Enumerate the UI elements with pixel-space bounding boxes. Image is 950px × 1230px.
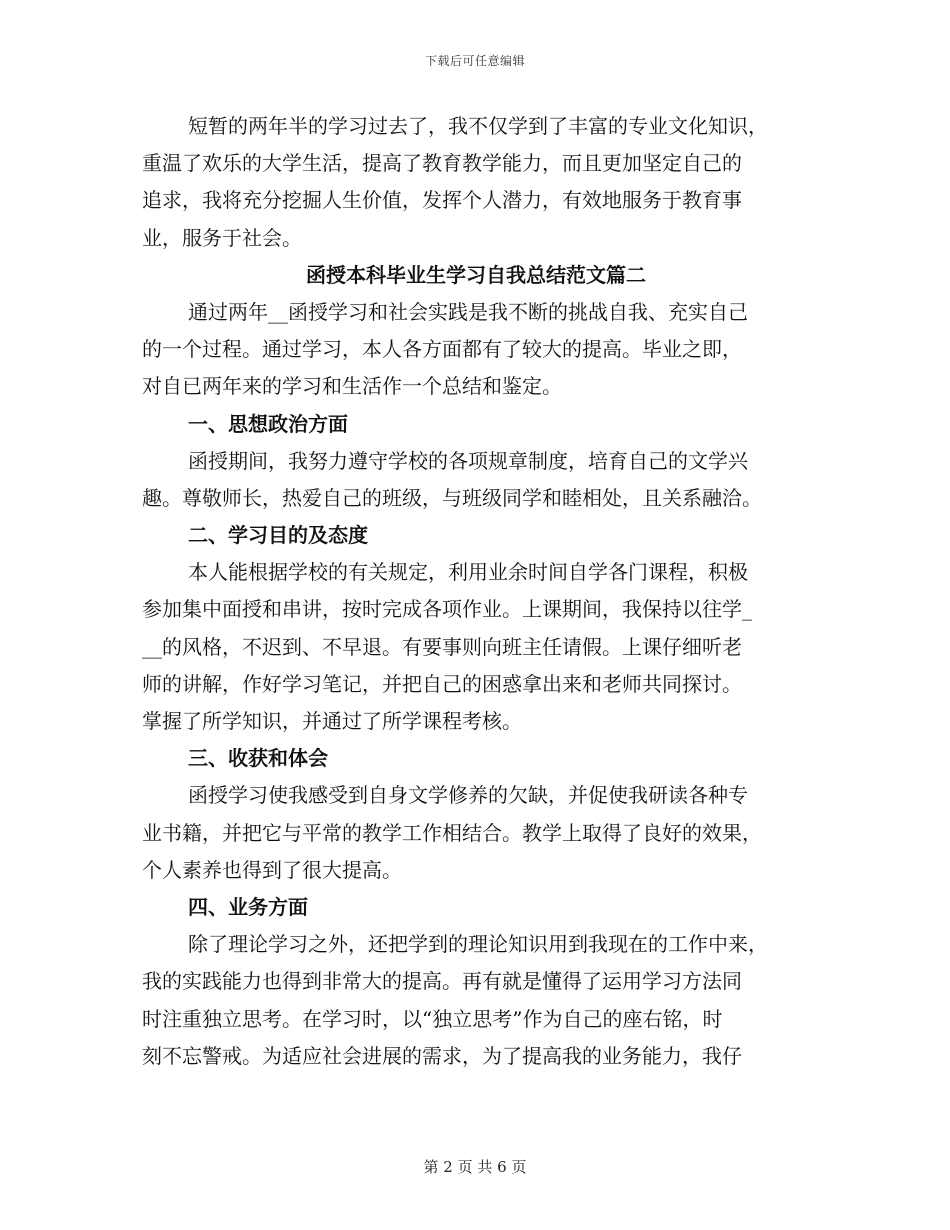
paragraph-line: 趣。尊敬师长，热爱自己的班级，与班级同学和睦相处，且关系融洽。 [142, 485, 762, 510]
paragraph-line: 刻不忘警戒。为适应社会进展的需求，为了提高我的业务能力，我仔 [142, 1043, 742, 1068]
paragraph-line: 除了理论学习之外，还把学到的理论知识用到我现在的工作中来， [188, 932, 768, 957]
paragraph-line: 的一个过程。通过学习，本人各方面都有了较大的提高。毕业之即， [142, 337, 742, 362]
paragraph-line: 师的讲解，作好学习笔记，并把自己的困惑拿出来和老师共同探讨。 [142, 671, 742, 696]
paragraph-line: 通过两年__函授学习和社会实践是我不断的挑战自我、充实自己 [188, 299, 748, 324]
paragraph-line: __的风格，不迟到、不早退。有要事则向班主任请假。上课仔细听老 [142, 634, 742, 659]
paragraph-line: 个人素养也得到了很大提高。 [142, 857, 402, 882]
subsection-heading: 四、业务方面 [188, 894, 308, 919]
paragraph-line: 时注重独立思考。在学习时，以“独立思考”作为自己的座右铭，时 [142, 1006, 723, 1031]
paragraph-line: 重温了欢乐的大学生活，提高了教育教学能力，而且更加坚定自己的 [142, 151, 742, 176]
subsection-heading: 一、思想政治方面 [188, 411, 348, 436]
page-header: 下载后可任意编辑 [424, 54, 525, 68]
paragraph-line: 掌握了所学知识，并通过了所学课程考核。 [142, 709, 522, 733]
subsection-heading: 三、收获和体会 [188, 746, 328, 771]
paragraph-line: 业，服务于社会。 [142, 225, 302, 250]
paragraph-line: 短暂的两年半的学习过去了，我不仅学到了丰富的专业文化知识， [188, 114, 768, 138]
paragraph-line: 业书籍，并把它与平常的教学工作相结合。教学上取得了良好的效果， [142, 820, 762, 845]
paragraph-line: 对自已两年来的学习和生活作一个总结和鉴定。 [142, 374, 562, 399]
document-body [142, 108, 810, 1075]
subsection-heading: 二、学习目的及态度 [188, 523, 368, 548]
paragraph-line: 我的实践能力也得到非常大的提高。再有就是懂得了运用学习方法同 [142, 969, 742, 994]
paragraph-line: 函授期间，我努力遵守学校的各项规章制度，培育自己的文学兴 [188, 448, 748, 473]
paragraph-line: 参加集中面授和串讲，按时完成各项作业。上课期间，我保持以往学_ [142, 597, 752, 622]
paragraph-line: 本人能根据学校的有关规定，利用业余时间自学各门课程，积极 [188, 560, 748, 585]
page-footer: 第 2 页 共 6 页 [423, 1158, 527, 1176]
section-title: 函授本科毕业生学习自我总结范文篇二 [306, 262, 646, 287]
paragraph-line: 追求，我将充分挖掘人生价值，发挥个人潜力，有效地服务于教育事 [142, 188, 742, 213]
paragraph-line: 函授学习使我感受到自身文学修养的欠缺，并促使我研读各种专 [188, 783, 748, 808]
